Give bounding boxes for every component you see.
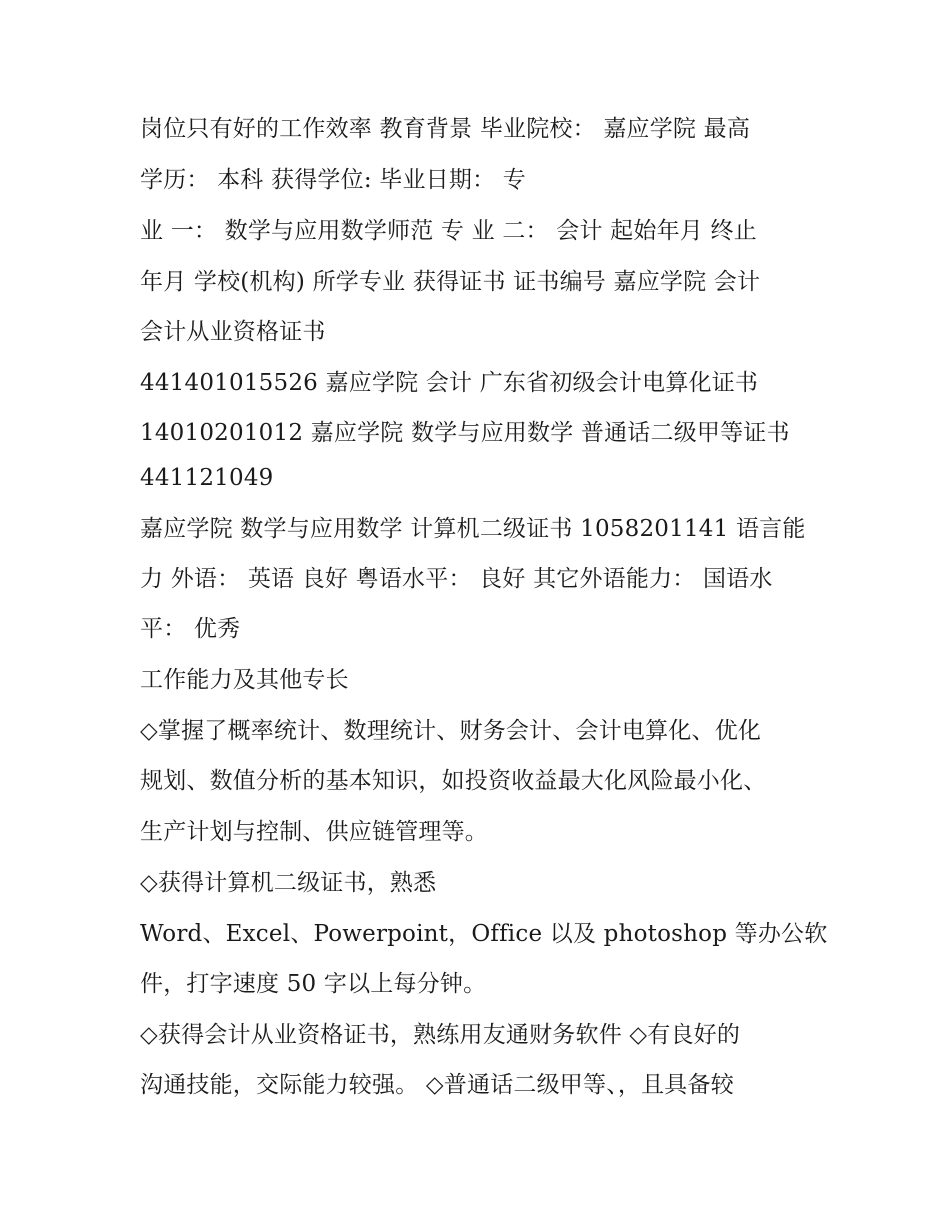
text-line: 件，打字速度 50 字以上每分钟。: [140, 971, 487, 997]
text-line: 年月 学校(机构) 所学专业 获得证书 证书编号 嘉应学院 会计: [140, 269, 761, 295]
text-line: 规划、数值分析的基本知识，如投资收益最大化风险最小化、: [140, 768, 767, 794]
text-line: ◇获得会计从业资格证书，熟练用友通财务软件 ◇有良好的: [140, 1022, 741, 1048]
text-line: 441401015526 嘉应学院 会计 广东省初级会计电算化证书: [140, 370, 759, 396]
text-line: ◇掌握了概率统计、数理统计、财务会计、会计电算化、优化: [140, 718, 762, 744]
section-heading: 工作能力及其他专长: [140, 667, 349, 693]
text-line: ◇获得计算机二级证书，熟悉: [140, 870, 437, 896]
text-line: 生产计划与控制、供应链管理等。: [140, 819, 488, 845]
text-line: 嘉应学院 数学与应用数学 计算机二级证书 1058201141 语言能: [140, 516, 806, 542]
text-line: 14010201012 嘉应学院 数学与应用数学 普通话二级甲等证书: [140, 420, 790, 446]
text-line: 441121049: [140, 465, 274, 491]
text-line: Word、Excel、Powerpoint，Office 以及 photoshop 等办公软: [140, 921, 828, 947]
text-line: 力 外语： 英语 良好 粤语水平： 良好 其它外语能力： 国语水: [140, 566, 773, 592]
text-line: 学历： 本科 获得学位: 毕业日期： 专: [140, 167, 526, 193]
text-line: 会计从业资格证书: [140, 319, 326, 345]
text-line: 业 一： 数学与应用数学师范 专 业 二： 会计 起始年月 终止: [140, 218, 757, 244]
text-line: 平： 优秀: [140, 616, 241, 642]
text-line: 沟通技能，交际能力较强。 ◇普通话二级甲等、，且具备较: [140, 1072, 734, 1098]
text-line: 岗位只有好的工作效率 教育背景 毕业院校： 嘉应学院 最高: [140, 116, 751, 142]
